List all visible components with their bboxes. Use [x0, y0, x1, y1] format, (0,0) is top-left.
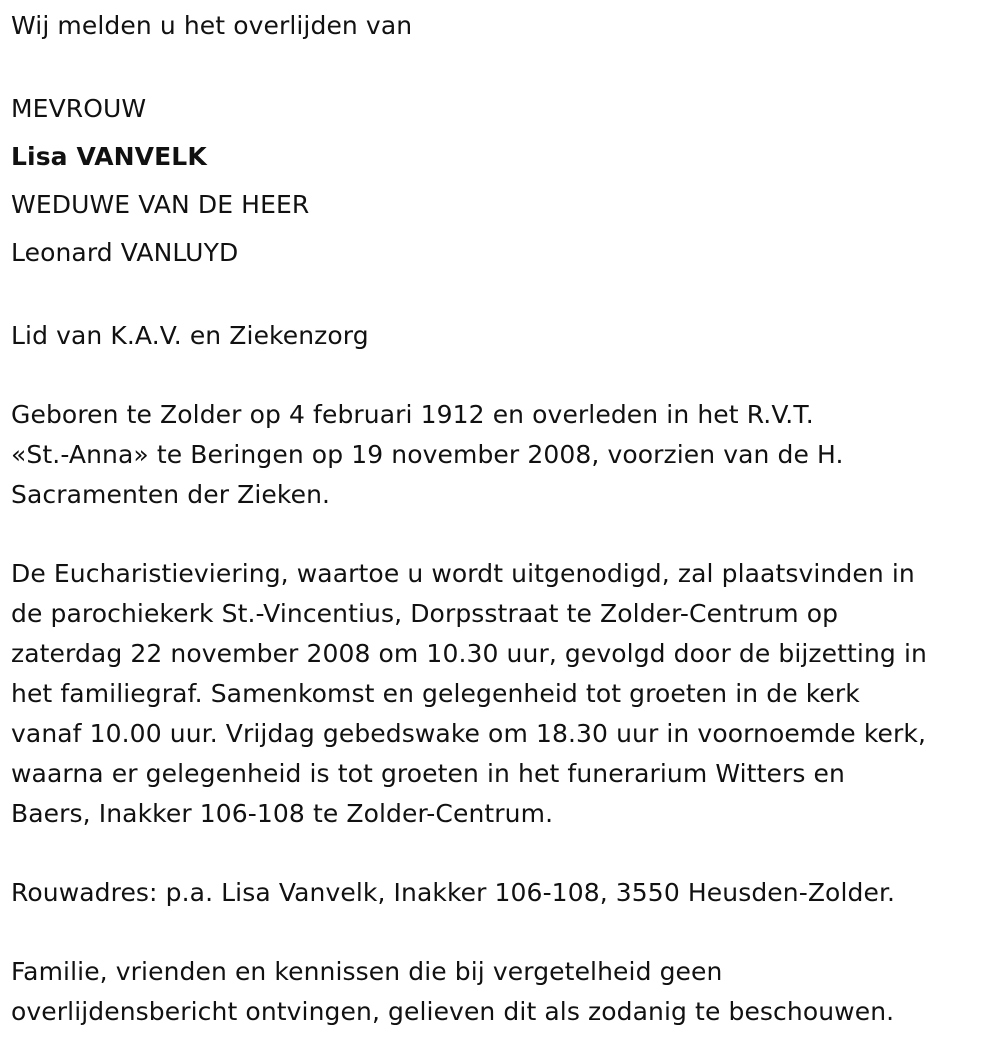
spacer: [11, 356, 986, 395]
spacer: [11, 913, 986, 952]
paragraph-line: waarna er gelegenheid is tot groeten in het funerarium Witters en: [11, 759, 845, 788]
spacer: [11, 46, 986, 85]
paragraph-line: Sacramenten der Zieken.: [11, 480, 331, 509]
paragraph-line: De Eucharistieviering, waartoe u wordt uitgenodigd, zal plaatsvinden in: [11, 559, 915, 588]
ceremony-paragraph: [11, 554, 986, 834]
obituary-notice: [11, 6, 986, 1032]
paragraph-line: zaterdag 22 november 2008 om 10.30 uur, gevolgd door de bijzetting in: [11, 639, 927, 668]
membership-text: Lid van K.A.V. en Ziekenzorg: [11, 321, 369, 350]
widow-label: WEDUWE VAN DE HEER: [11, 190, 310, 219]
spacer: [11, 834, 986, 873]
paragraph-line: Familie, vrienden en kennissen die bij vergetelheid geen: [11, 957, 723, 986]
spacer: [11, 277, 986, 316]
paragraph-line: «St.-Anna» te Beringen op 19 november 2008, voorzien van de H.: [11, 440, 844, 469]
closing-paragraph: [11, 952, 986, 1032]
intro-text: Wij melden u het overlijden van: [11, 11, 413, 40]
paragraph-line: overlijdensbericht ontvingen, gelieven dit als zodanig te beschouwen.: [11, 997, 895, 1026]
spouse-name: Leonard VANLUYD: [11, 238, 239, 267]
paragraph-line: Baers, Inakker 106-108 te Zolder-Centrum.: [11, 799, 554, 828]
birth-death-paragraph: [11, 395, 986, 515]
paragraph-line: de parochiekerk St.-Vincentius, Dorpsstraat te Zolder-Centrum op: [11, 599, 839, 628]
paragraph-line: vanaf 10.00 uur. Vrijdag gebedswake om 18.30 uur in voornoemde kerk,: [11, 719, 926, 748]
address-text: Rouwadres: p.a. Lisa Vanvelk, Inakker 106-108, 3550 Heusden-Zolder.: [11, 878, 896, 907]
paragraph-line: Geboren te Zolder op 4 februari 1912 en overleden in het R.V.T.: [11, 400, 814, 429]
deceased-name: Lisa VANVELK: [11, 142, 207, 171]
title-text: MEVROUW: [11, 94, 147, 123]
paragraph-line: het familiegraf. Samenkomst en gelegenheid tot groeten in de kerk: [11, 679, 860, 708]
spacer: [11, 515, 986, 554]
